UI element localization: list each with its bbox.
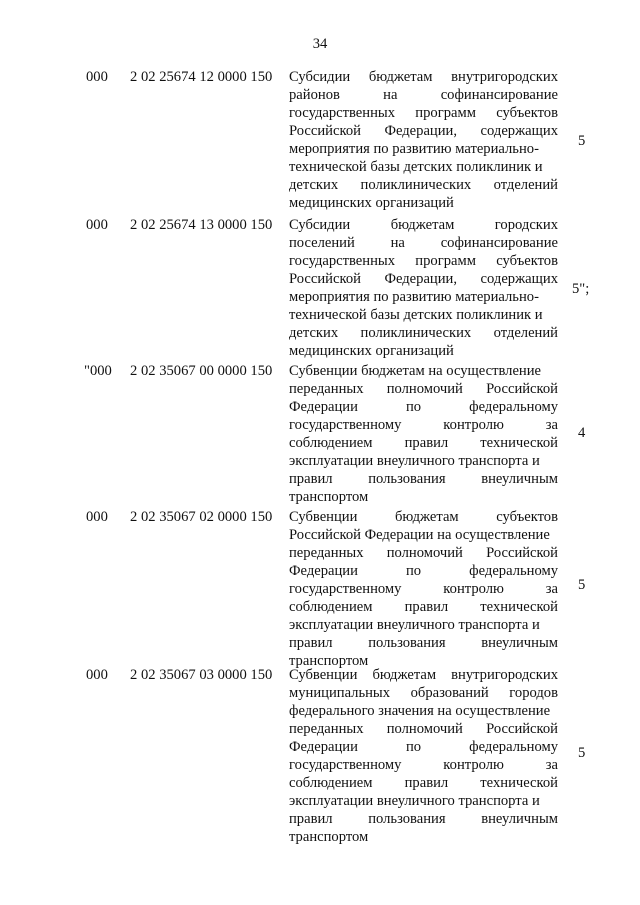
budget-classification-code: 2 02 35067 03 0000 150 — [130, 667, 273, 683]
description-line: правил пользования внеуличным — [289, 635, 558, 651]
budget-classification-code: 2 02 25674 12 0000 150 — [130, 69, 273, 85]
description-line: переданных полномочий Российской — [289, 381, 558, 397]
description-line: Федерации по федеральному — [289, 739, 558, 755]
description-line: Федерации по федеральному — [289, 399, 558, 415]
description-line: транспортом — [289, 829, 369, 845]
description-line: детских поликлинических отделений — [289, 177, 558, 193]
description-line: соблюдением правил технической — [289, 435, 558, 451]
income-description — [289, 362, 558, 506]
description-line: эксплуатации внеуличного транспорта и — [289, 617, 540, 633]
norm-value: 5"; — [572, 281, 590, 297]
description-line: переданных полномочий Российской — [289, 545, 558, 561]
description-line: Субсидии бюджетам городских — [289, 217, 558, 233]
description-line: государственному контролю за — [289, 757, 558, 773]
description-line: государственному контролю за — [289, 417, 558, 433]
description-line: правил пользования внеуличным — [289, 471, 558, 487]
description-line: правил пользования внеуличным — [289, 811, 558, 827]
income-description — [289, 216, 558, 360]
description-line: медицинских организаций — [289, 343, 454, 359]
description-line: Субвенции бюджетам на осуществление — [289, 363, 542, 379]
budget-classification-code: 2 02 25674 13 0000 150 — [130, 217, 273, 233]
description-line: государственных программ субъектов — [289, 105, 558, 121]
page-number: 34 — [312, 36, 328, 52]
description-line: Федерации по федеральному — [289, 563, 558, 579]
norm-value: 5 — [578, 133, 586, 149]
income-description — [289, 68, 558, 212]
description-line: медицинских организаций — [289, 195, 454, 211]
description-line: эксплуатации внеуличного транспорта и — [289, 793, 540, 809]
admin-code: 000 — [86, 217, 108, 233]
description-line: мероприятия по развитию материально- — [289, 289, 539, 305]
norm-value: 5 — [578, 577, 586, 593]
admin-code: 000 — [86, 667, 108, 683]
income-description — [289, 666, 558, 846]
description-line: технической базы детских поликлиник и — [289, 159, 543, 175]
description-line: муниципальных образований городов — [289, 685, 558, 701]
norm-value: 4 — [578, 425, 586, 441]
description-line: мероприятия по развитию материально- — [289, 141, 539, 157]
budget-classification-code: 2 02 35067 00 0000 150 — [130, 363, 273, 379]
norm-value: 5 — [578, 745, 586, 761]
description-line: соблюдением правил технической — [289, 599, 558, 615]
description-line: детских поликлинических отделений — [289, 325, 558, 341]
income-description — [289, 508, 558, 670]
admin-code: "000 — [84, 363, 112, 379]
description-line: Субвенции бюджетам субъектов — [289, 509, 558, 525]
admin-code: 000 — [86, 69, 108, 85]
description-line: переданных полномочий Российской — [289, 721, 558, 737]
admin-code: 000 — [86, 509, 108, 525]
description-line: соблюдением правил технической — [289, 775, 558, 791]
description-line: федерального значения на осуществление — [289, 703, 551, 719]
budget-classification-code: 2 02 35067 02 0000 150 — [130, 509, 273, 525]
description-line: Субсидии бюджетам внутригородских — [289, 69, 558, 85]
description-line: государственных программ субъектов — [289, 253, 558, 269]
description-line: районов на софинансирование — [289, 87, 558, 103]
description-line: транспортом — [289, 653, 369, 669]
description-line: поселений на софинансирование — [289, 235, 558, 251]
description-line: эксплуатации внеуличного транспорта и — [289, 453, 540, 469]
description-line: Российской Федерации на осуществление — [289, 527, 550, 543]
description-line: Субвенции бюджетам внутригородских — [289, 667, 558, 683]
description-line: транспортом — [289, 489, 369, 505]
description-line: Российской Федерации, содержащих — [289, 271, 558, 287]
description-line: технической базы детских поликлиник и — [289, 307, 543, 323]
description-line: государственному контролю за — [289, 581, 558, 597]
description-line: Российской Федерации, содержащих — [289, 123, 558, 139]
